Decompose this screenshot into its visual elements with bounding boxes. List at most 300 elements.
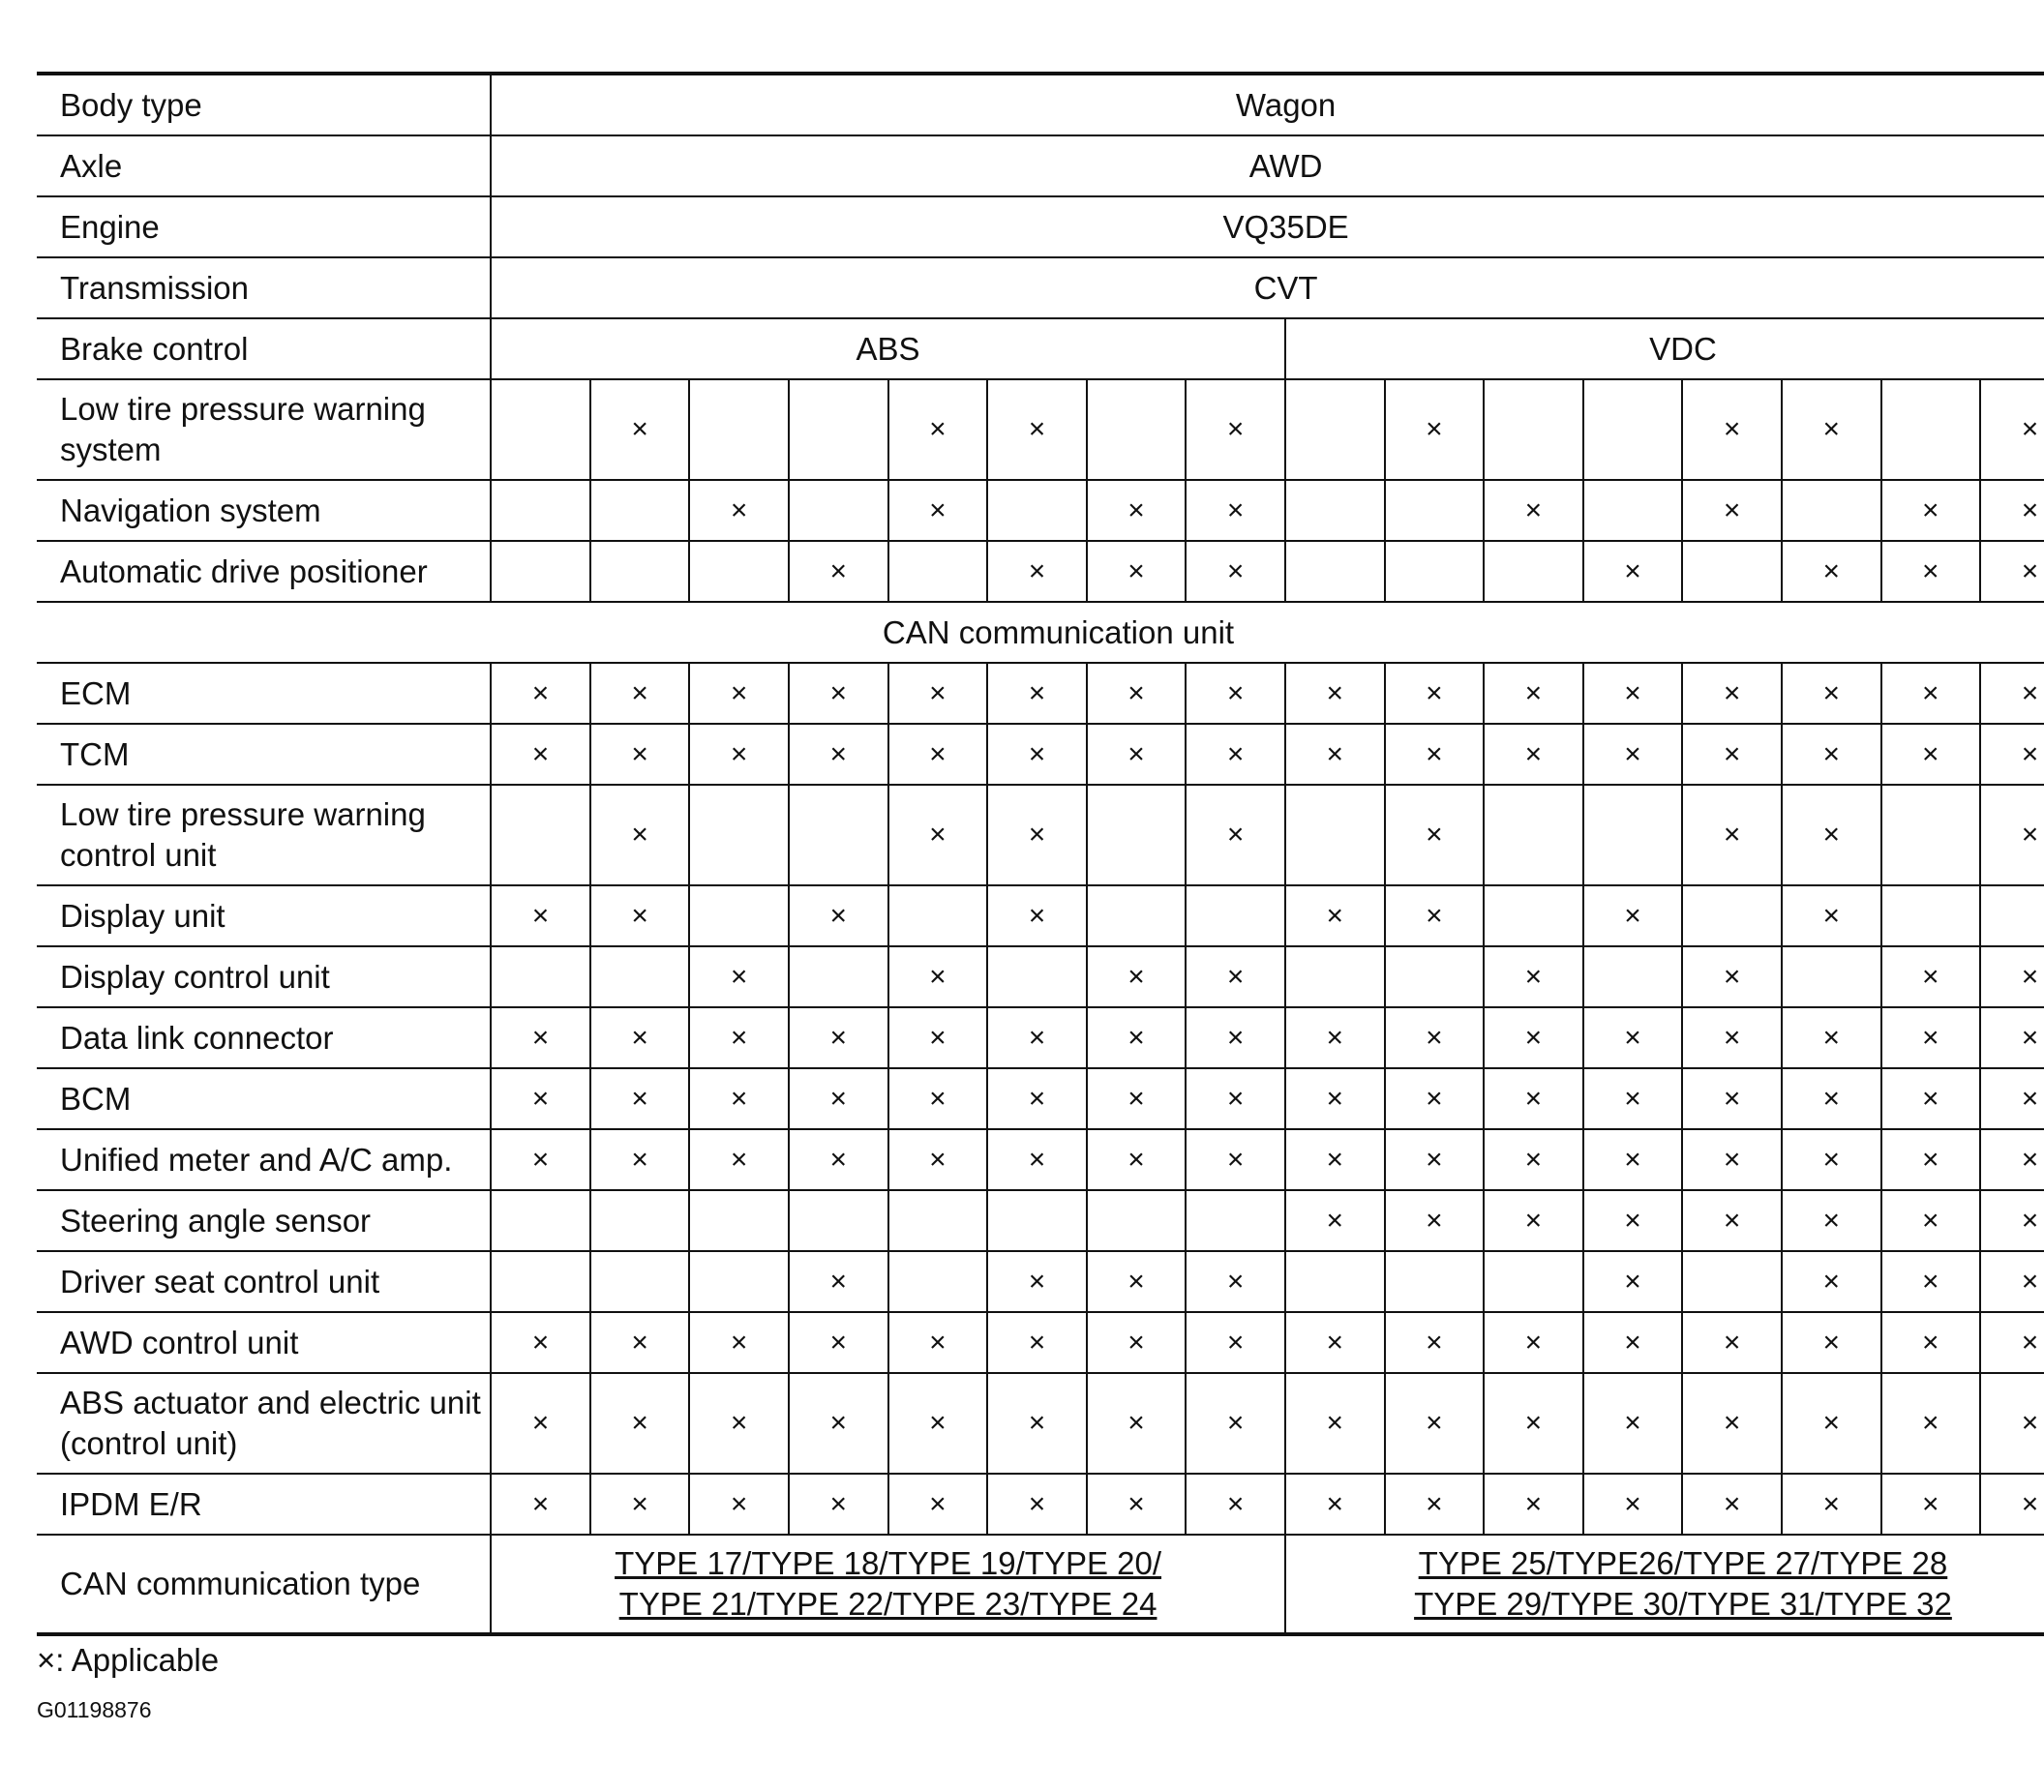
empty-cell <box>1782 946 1881 1007</box>
applicable-mark: × <box>1782 885 1881 946</box>
applicable-mark: × <box>491 1474 590 1535</box>
applicable-mark: × <box>689 1474 789 1535</box>
applicable-mark: × <box>1583 1068 1683 1129</box>
applicable-mark: × <box>789 1312 888 1373</box>
applicable-mark: × <box>1186 1373 1285 1474</box>
empty-cell <box>1186 1190 1285 1251</box>
applicable-mark: × <box>1881 1068 1981 1129</box>
row-label: Navigation system <box>37 480 491 541</box>
applicable-mark: × <box>689 1007 789 1068</box>
applicable-mark: × <box>888 785 988 885</box>
applicable-mark: × <box>1186 1007 1285 1068</box>
empty-cell <box>1682 885 1782 946</box>
applicable-mark: × <box>1583 1251 1683 1312</box>
applicable-mark: × <box>1980 1373 2044 1474</box>
applicable-mark: × <box>1186 724 1285 785</box>
applicable-mark: × <box>1186 1068 1285 1129</box>
applicable-mark: × <box>1980 379 2044 480</box>
applicable-mark: × <box>1186 663 1285 724</box>
applicable-mark: × <box>689 1373 789 1474</box>
empty-cell <box>1385 946 1485 1007</box>
applicable-mark: × <box>789 724 888 785</box>
applicable-mark: × <box>1782 379 1881 480</box>
empty-cell <box>789 379 888 480</box>
empty-cell <box>491 541 590 602</box>
table-body <box>37 74 2044 1634</box>
row-label: Body type <box>37 74 491 135</box>
row-label: Low tire pressure warning system <box>37 379 491 480</box>
applicable-mark: × <box>987 1373 1087 1474</box>
applicable-mark: × <box>1682 1190 1782 1251</box>
empty-cell <box>590 946 690 1007</box>
applicable-mark: × <box>888 1129 988 1190</box>
applicable-mark: × <box>1186 785 1285 885</box>
row-brake-control <box>37 318 2044 379</box>
applicable-mark: × <box>888 1312 988 1373</box>
empty-cell <box>491 1251 590 1312</box>
empty-cell <box>1285 480 1385 541</box>
applicable-mark: × <box>1881 541 1981 602</box>
applicable-mark: × <box>590 379 690 480</box>
row-label: Transmission <box>37 257 491 318</box>
empty-cell <box>1583 480 1683 541</box>
legend: ×: Applicable <box>37 1642 220 1678</box>
applicable-mark: × <box>689 663 789 724</box>
empty-cell <box>491 946 590 1007</box>
applicable-mark: × <box>1186 946 1285 1007</box>
applicable-mark: × <box>1682 1129 1782 1190</box>
row-label: Display control unit <box>37 946 491 1007</box>
applicable-mark: × <box>1087 724 1187 785</box>
can-type-abs-line1: TYPE 17/TYPE 18/TYPE 19/TYPE 20/ <box>615 1545 1162 1581</box>
applicable-mark: × <box>987 663 1087 724</box>
applicable-mark: × <box>888 946 988 1007</box>
applicable-mark: × <box>590 1129 690 1190</box>
applicable-mark: × <box>1087 1312 1187 1373</box>
empty-cell <box>1682 541 1782 602</box>
table-row <box>37 1312 2044 1373</box>
applicable-mark: × <box>987 1007 1087 1068</box>
can-system-table-document <box>37 72 2044 1636</box>
applicable-mark: × <box>590 885 690 946</box>
empty-cell <box>888 1251 988 1312</box>
applicable-mark: × <box>789 885 888 946</box>
applicable-mark: × <box>491 1373 590 1474</box>
applicable-mark: × <box>689 1068 789 1129</box>
applicable-mark: × <box>1881 946 1981 1007</box>
applicable-mark: × <box>888 1474 988 1535</box>
applicable-mark: × <box>888 480 988 541</box>
applicable-mark: × <box>1583 885 1683 946</box>
applicable-mark: × <box>1682 946 1782 1007</box>
applicable-mark: × <box>1484 480 1583 541</box>
applicable-mark: × <box>888 1068 988 1129</box>
empty-cell <box>1385 480 1485 541</box>
empty-cell <box>689 885 789 946</box>
applicable-mark: × <box>789 1373 888 1474</box>
applicable-mark: × <box>1583 1190 1683 1251</box>
applicable-mark: × <box>1484 1312 1583 1373</box>
applicable-mark: × <box>1782 785 1881 885</box>
applicable-mark: × <box>491 724 590 785</box>
applicable-mark: × <box>1682 724 1782 785</box>
row-label: Axle <box>37 135 491 196</box>
row-label: Display unit <box>37 885 491 946</box>
applicable-mark: × <box>1385 785 1485 885</box>
applicable-mark: × <box>987 1312 1087 1373</box>
table-row <box>37 1474 2044 1535</box>
applicable-mark: × <box>987 379 1087 480</box>
applicable-mark: × <box>1782 663 1881 724</box>
applicable-mark: × <box>1980 1068 2044 1129</box>
applicable-mark: × <box>1385 1312 1485 1373</box>
row-axle <box>37 135 2044 196</box>
applicable-mark: × <box>1087 1474 1187 1535</box>
applicable-mark: × <box>689 1129 789 1190</box>
applicable-mark: × <box>491 885 590 946</box>
applicable-mark: × <box>1583 724 1683 785</box>
empty-cell <box>689 1251 789 1312</box>
applicable-mark: × <box>1682 1007 1782 1068</box>
applicable-mark: × <box>1682 785 1782 885</box>
empty-cell <box>1484 541 1583 602</box>
applicable-mark: × <box>1881 480 1981 541</box>
empty-cell <box>1285 946 1385 1007</box>
applicable-mark: × <box>789 1068 888 1129</box>
applicable-mark: × <box>1087 1007 1187 1068</box>
applicable-mark: × <box>1285 663 1385 724</box>
applicable-mark: × <box>491 1312 590 1373</box>
applicable-mark: × <box>1186 1129 1285 1190</box>
applicable-mark: × <box>1980 1129 2044 1190</box>
applicable-mark: × <box>491 1068 590 1129</box>
applicable-mark: × <box>1782 1190 1881 1251</box>
row-transmission <box>37 257 2044 318</box>
empty-cell <box>1285 379 1385 480</box>
empty-cell <box>689 379 789 480</box>
applicable-mark: × <box>987 724 1087 785</box>
applicable-mark: × <box>1285 1190 1385 1251</box>
applicable-mark: × <box>1980 1312 2044 1373</box>
applicable-mark: × <box>1087 1129 1187 1190</box>
applicable-mark: × <box>888 1373 988 1474</box>
applicable-mark: × <box>789 663 888 724</box>
empty-cell <box>491 480 590 541</box>
empty-cell <box>888 541 988 602</box>
brake-group-vdc: VDC <box>1285 318 2044 379</box>
empty-cell <box>491 1190 590 1251</box>
applicable-mark: × <box>1782 1251 1881 1312</box>
empty-cell <box>689 785 789 885</box>
applicable-mark: × <box>888 724 988 785</box>
applicable-mark: × <box>1484 1190 1583 1251</box>
empty-cell <box>689 541 789 602</box>
applicable-mark: × <box>1385 1373 1485 1474</box>
empty-cell <box>1583 379 1683 480</box>
applicable-mark: × <box>1782 1068 1881 1129</box>
applicable-mark: × <box>1385 663 1485 724</box>
applicable-mark: × <box>789 1129 888 1190</box>
applicable-mark: × <box>689 1312 789 1373</box>
applicable-mark: × <box>1881 1007 1981 1068</box>
applicable-mark: × <box>1484 663 1583 724</box>
applicable-mark: × <box>1881 1190 1981 1251</box>
applicable-mark: × <box>1583 541 1683 602</box>
applicable-mark: × <box>1087 1373 1187 1474</box>
table-row <box>37 1373 2044 1474</box>
applicable-mark: × <box>987 1251 1087 1312</box>
empty-cell <box>491 379 590 480</box>
can-type-vdc-line2: TYPE 29/TYPE 30/TYPE 31/TYPE 32 <box>1414 1586 1952 1622</box>
applicable-mark: × <box>491 663 590 724</box>
applicable-mark: × <box>590 663 690 724</box>
empty-cell <box>987 1190 1087 1251</box>
applicable-mark: × <box>1484 724 1583 785</box>
table-row <box>37 1068 2044 1129</box>
applicable-mark: × <box>689 480 789 541</box>
applicable-mark: × <box>1087 946 1187 1007</box>
table-row <box>37 946 2044 1007</box>
applicable-mark: × <box>1285 1007 1385 1068</box>
row-label: Data link connector <box>37 1007 491 1068</box>
empty-cell <box>1385 1251 1485 1312</box>
applicable-mark: × <box>1881 1373 1981 1474</box>
applicable-mark: × <box>1385 885 1485 946</box>
applicable-mark: × <box>1980 1007 2044 1068</box>
table-row <box>37 1251 2044 1312</box>
applicable-mark: × <box>1087 541 1187 602</box>
applicable-mark: × <box>590 724 690 785</box>
applicable-mark: × <box>491 1007 590 1068</box>
applicable-mark: × <box>1583 1312 1683 1373</box>
row-engine <box>37 196 2044 257</box>
empty-cell <box>1285 541 1385 602</box>
applicable-mark: × <box>1583 663 1683 724</box>
applicable-mark: × <box>1385 1129 1485 1190</box>
row-label: TCM <box>37 724 491 785</box>
applicable-mark: × <box>987 1474 1087 1535</box>
applicable-mark: × <box>1980 541 2044 602</box>
applicable-mark: × <box>1782 1474 1881 1535</box>
empty-cell <box>1087 885 1187 946</box>
applicable-mark: × <box>1087 480 1187 541</box>
empty-cell <box>789 1190 888 1251</box>
empty-cell <box>789 946 888 1007</box>
applicable-mark: × <box>789 1251 888 1312</box>
empty-cell <box>987 946 1087 1007</box>
row-label: Steering angle sensor <box>37 1190 491 1251</box>
applicable-mark: × <box>590 1068 690 1129</box>
row-label: Low tire pressure warning control unit <box>37 785 491 885</box>
applicable-mark: × <box>1782 1007 1881 1068</box>
applicable-mark: × <box>1682 379 1782 480</box>
applicable-mark: × <box>1186 379 1285 480</box>
row-label: Brake control <box>37 318 491 379</box>
applicable-mark: × <box>1980 1251 2044 1312</box>
transmission-value: CVT <box>491 257 2044 318</box>
applicable-mark: × <box>1980 663 2044 724</box>
applicable-mark: × <box>590 1007 690 1068</box>
applicable-mark: × <box>1484 1007 1583 1068</box>
applicable-mark: × <box>1881 1129 1981 1190</box>
applicable-mark: × <box>1285 1474 1385 1535</box>
applicable-mark: × <box>888 663 988 724</box>
applicable-mark: × <box>1186 1312 1285 1373</box>
row-label: IPDM E/R <box>37 1474 491 1535</box>
applicable-mark: × <box>1881 663 1981 724</box>
empty-cell <box>689 1190 789 1251</box>
applicable-mark: × <box>1285 885 1385 946</box>
applicable-mark: × <box>1484 1373 1583 1474</box>
empty-cell <box>1087 785 1187 885</box>
applicable-mark: × <box>1186 480 1285 541</box>
empty-cell <box>1484 885 1583 946</box>
empty-cell <box>1484 785 1583 885</box>
empty-cell <box>1881 379 1981 480</box>
applicable-mark: × <box>1682 1312 1782 1373</box>
table-row <box>37 1129 2044 1190</box>
row-label: Automatic drive positioner <box>37 541 491 602</box>
applicable-mark: × <box>1087 1068 1187 1129</box>
body-type-value: Wagon <box>491 74 2044 135</box>
applicable-mark: × <box>590 1474 690 1535</box>
empty-cell <box>1186 885 1285 946</box>
empty-cell <box>1385 541 1485 602</box>
applicable-mark: × <box>1186 541 1285 602</box>
applicable-mark: × <box>1186 1251 1285 1312</box>
applicable-mark: × <box>1186 1474 1285 1535</box>
row-label: BCM <box>37 1068 491 1129</box>
applicable-mark: × <box>1385 1474 1485 1535</box>
table-row <box>37 785 2044 885</box>
row-label: AWD control unit <box>37 1312 491 1373</box>
row-can-type <box>37 1535 2044 1634</box>
applicable-mark: × <box>987 1068 1087 1129</box>
empty-cell <box>1881 885 1981 946</box>
empty-cell <box>1087 379 1187 480</box>
empty-cell <box>1285 1251 1385 1312</box>
applicable-mark: × <box>1782 724 1881 785</box>
applicable-mark: × <box>689 946 789 1007</box>
applicable-mark: × <box>987 785 1087 885</box>
applicable-mark: × <box>987 1129 1087 1190</box>
can-type-abs-line2: TYPE 21/TYPE 22/TYPE 23/TYPE 24 <box>618 1586 1157 1622</box>
applicable-mark: × <box>1583 1007 1683 1068</box>
applicable-mark: × <box>1881 1474 1981 1535</box>
row-label: ECM <box>37 663 491 724</box>
empty-cell <box>888 1190 988 1251</box>
applicable-mark: × <box>1881 1251 1981 1312</box>
applicable-mark: × <box>1285 1373 1385 1474</box>
applicable-mark: × <box>1285 1068 1385 1129</box>
applicable-mark: × <box>1980 724 2044 785</box>
applicable-mark: × <box>1682 1068 1782 1129</box>
applicable-mark: × <box>789 1474 888 1535</box>
applicable-mark: × <box>1980 480 2044 541</box>
section-title: CAN communication unit <box>37 602 2044 663</box>
applicable-mark: × <box>1385 724 1485 785</box>
applicable-mark: × <box>1484 1129 1583 1190</box>
applicable-mark: × <box>1682 480 1782 541</box>
applicable-mark: × <box>1682 1373 1782 1474</box>
table-row <box>37 724 2044 785</box>
applicable-mark: × <box>1285 1129 1385 1190</box>
applicable-mark: × <box>1682 663 1782 724</box>
empty-cell <box>1087 1190 1187 1251</box>
applicable-mark: × <box>590 1312 690 1373</box>
empty-cell <box>590 480 690 541</box>
applicable-mark: × <box>1980 946 2044 1007</box>
empty-cell <box>590 1251 690 1312</box>
applicable-mark: × <box>1980 1474 2044 1535</box>
applicable-mark: × <box>590 785 690 885</box>
applicable-mark: × <box>1385 1190 1485 1251</box>
engine-value: VQ35DE <box>491 196 2044 257</box>
row-label: Unified meter and A/C amp. <box>37 1129 491 1190</box>
empty-cell <box>1782 480 1881 541</box>
applicable-mark: × <box>888 1007 988 1068</box>
applicable-mark: × <box>1682 1474 1782 1535</box>
table-row <box>37 480 2044 541</box>
applicable-mark: × <box>1980 1190 2044 1251</box>
applicable-mark: × <box>1385 1007 1485 1068</box>
empty-cell <box>1484 1251 1583 1312</box>
applicable-mark: × <box>987 885 1087 946</box>
table-row <box>37 541 2044 602</box>
brake-group-abs: ABS <box>491 318 1285 379</box>
table-row <box>37 1190 2044 1251</box>
table-row <box>37 379 2044 480</box>
empty-cell <box>1583 946 1683 1007</box>
applicable-mark: × <box>1782 1129 1881 1190</box>
row-label: Engine <box>37 196 491 257</box>
applicable-mark: × <box>1385 1068 1485 1129</box>
can-type-abs <box>491 1535 1285 1634</box>
applicable-mark: × <box>491 1129 590 1190</box>
table-row <box>37 663 2044 724</box>
empty-cell <box>590 541 690 602</box>
figure-id: G01198876 <box>37 1697 152 1722</box>
row-label: ABS actuator and electric unit (control unit) <box>37 1373 491 1474</box>
applicable-mark: × <box>1782 541 1881 602</box>
applicable-mark: × <box>1583 1373 1683 1474</box>
can-type-vdc-line1: TYPE 25/TYPE26/TYPE 27/TYPE 28 <box>1418 1545 1948 1581</box>
applicable-mark: × <box>1980 785 2044 885</box>
row-section-title <box>37 602 2044 663</box>
applicable-mark: × <box>1087 1251 1187 1312</box>
applicable-mark: × <box>789 1007 888 1068</box>
empty-cell <box>1682 1251 1782 1312</box>
can-system-table <box>37 72 2044 1636</box>
empty-cell <box>1980 885 2044 946</box>
applicable-mark: × <box>1881 724 1981 785</box>
applicable-mark: × <box>1484 946 1583 1007</box>
table-row <box>37 885 2044 946</box>
applicable-mark: × <box>1385 379 1485 480</box>
empty-cell <box>987 480 1087 541</box>
applicable-mark: × <box>1484 1474 1583 1535</box>
empty-cell <box>1285 785 1385 885</box>
empty-cell <box>491 785 590 885</box>
applicable-mark: × <box>1285 724 1385 785</box>
applicable-mark: × <box>689 724 789 785</box>
applicable-mark: × <box>1285 1312 1385 1373</box>
applicable-mark: × <box>1583 1474 1683 1535</box>
applicable-mark: × <box>1583 1129 1683 1190</box>
applicable-mark: × <box>789 541 888 602</box>
row-label: CAN communication type <box>37 1535 491 1634</box>
row-label: Driver seat control unit <box>37 1251 491 1312</box>
